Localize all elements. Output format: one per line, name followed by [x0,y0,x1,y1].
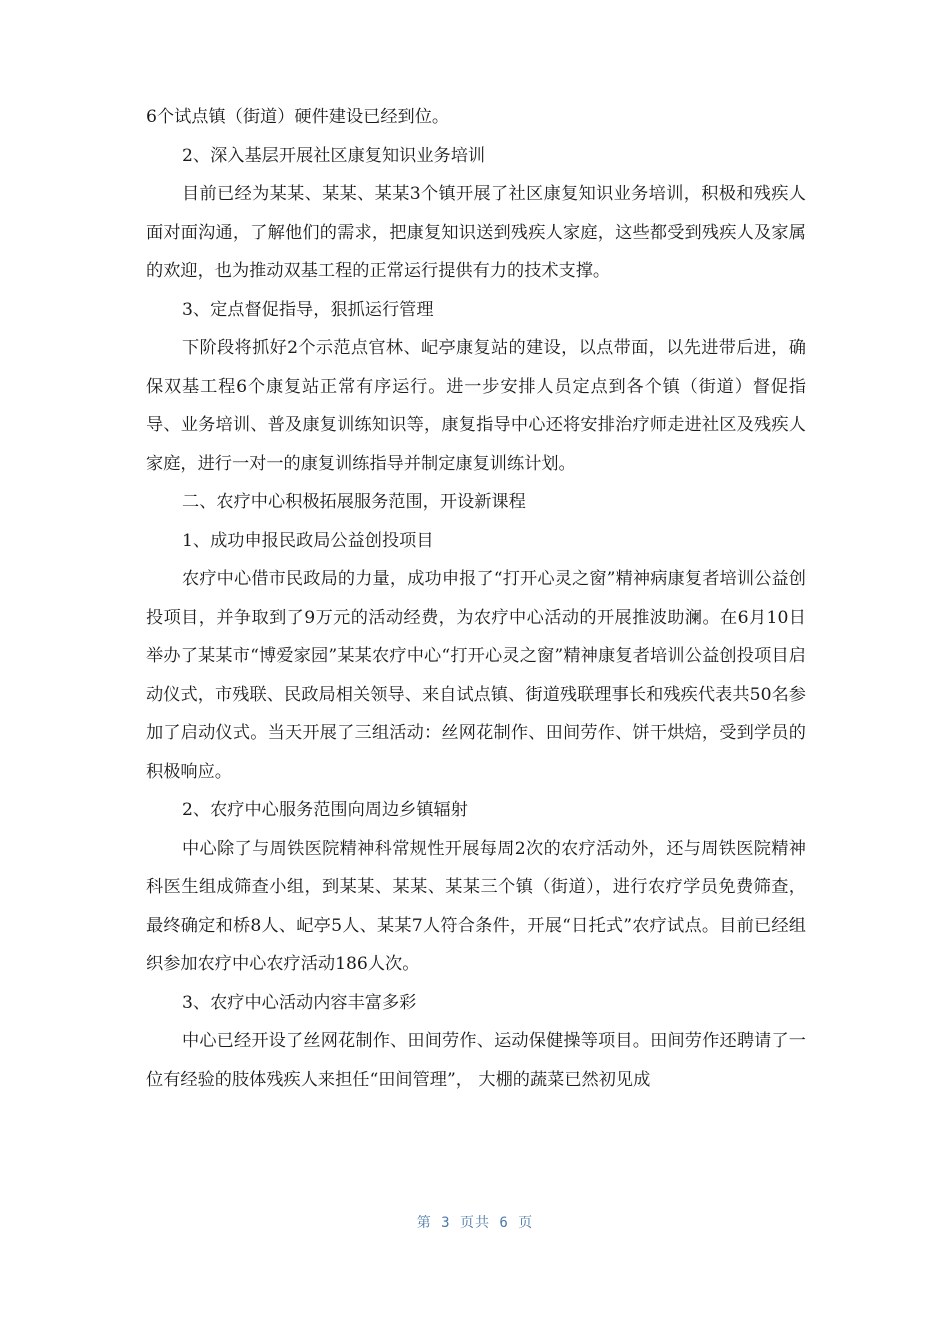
subheading-activities: 3、农疗中心活动内容丰富多彩 [182,992,417,1013]
paragraph-service-expansion: 中心除了与周铁医院精神科常规性开展每周2次的农疗活动外，还与周铁医院精神科医生组成筛查小组，到某某、某某、某某三个镇（街道），进行农疗学员免费筛查，最终确定和桥8人、屺亭5人、某某7人符合条件，开展“日托式”农疗试点。目前已经组织参加农疗中心农疗活动186人次。 [146,838,806,974]
paragraph-activities: 中心已经开设了丝网花制作、田间劳作、运动保健操等项目。田间劳作还聘请了一位有经验的肢体残疾人来担任“田间管理”， 大棚的蔬菜已然初见成 [146,1031,806,1090]
section-heading-supervision: 3、定点督促指导，狠抓运行管理 [182,299,434,320]
paragraph-public-welfare-project: 农疗中心借市民政局的力量，成功申报了“打开心灵之窗”精神病康复者培训公益创投项目，并争取到了9万元的活动经费，为农疗中心活动的开展推波助澜。在6月10日举办了某某市“博爱家园”某某农疗中心“打开心灵之窗”精神康复者培训公益创投项目启动仪式，市残联、民政局相关领导、来自试点镇、街道残联理事长和残疾代表共50名参加了启动仪式。当天开展了三组活动：丝网花制作、田间劳作、饼干烘焙，受到学员的积极响应。 [146,569,806,782]
document-body [146,98,806,1099]
paragraph-continuation: 6个试点镇（街道）硬件建设已经到位。 [146,107,450,127]
subheading-service-expansion: 2、农疗中心服务范围向周边乡镇辐射 [182,800,468,820]
subheading-public-welfare-project: 1、成功申报民政局公益创投项目 [182,530,434,551]
paragraph-supervision: 下阶段将抓好2个示范点官林、屺亭康复站的建设，以点带面，以先进带后进，确保双基工程6个康复站正常有序运行。进一步安排人员定点到各个镇（街道）督促指导、业务培训、普及康复训练知识等，康复指导中心还将安排治疗师走进社区及残疾人家庭，进行一对一的康复训练指导并制定康复训练计划。 [146,338,806,474]
section-heading-farm-therapy-center: 二、农疗中心积极拓展服务范围，开设新课程 [182,492,526,512]
paragraph-community-training: 目前已经为某某、某某、某某3个镇开展了社区康复知识业务培训，积极和残疾人面对面沟通，了解他们的需求，把康复知识送到残疾人家庭，这些都受到残疾人及家属的欢迎，也为推动双基工程的正常运行提供有力的技术支撑。 [146,184,806,281]
page-number-footer: 第 3 页共 6 页 [416,1215,534,1231]
section-heading-community-training: 2、深入基层开展社区康复知识业务培训 [182,145,486,166]
